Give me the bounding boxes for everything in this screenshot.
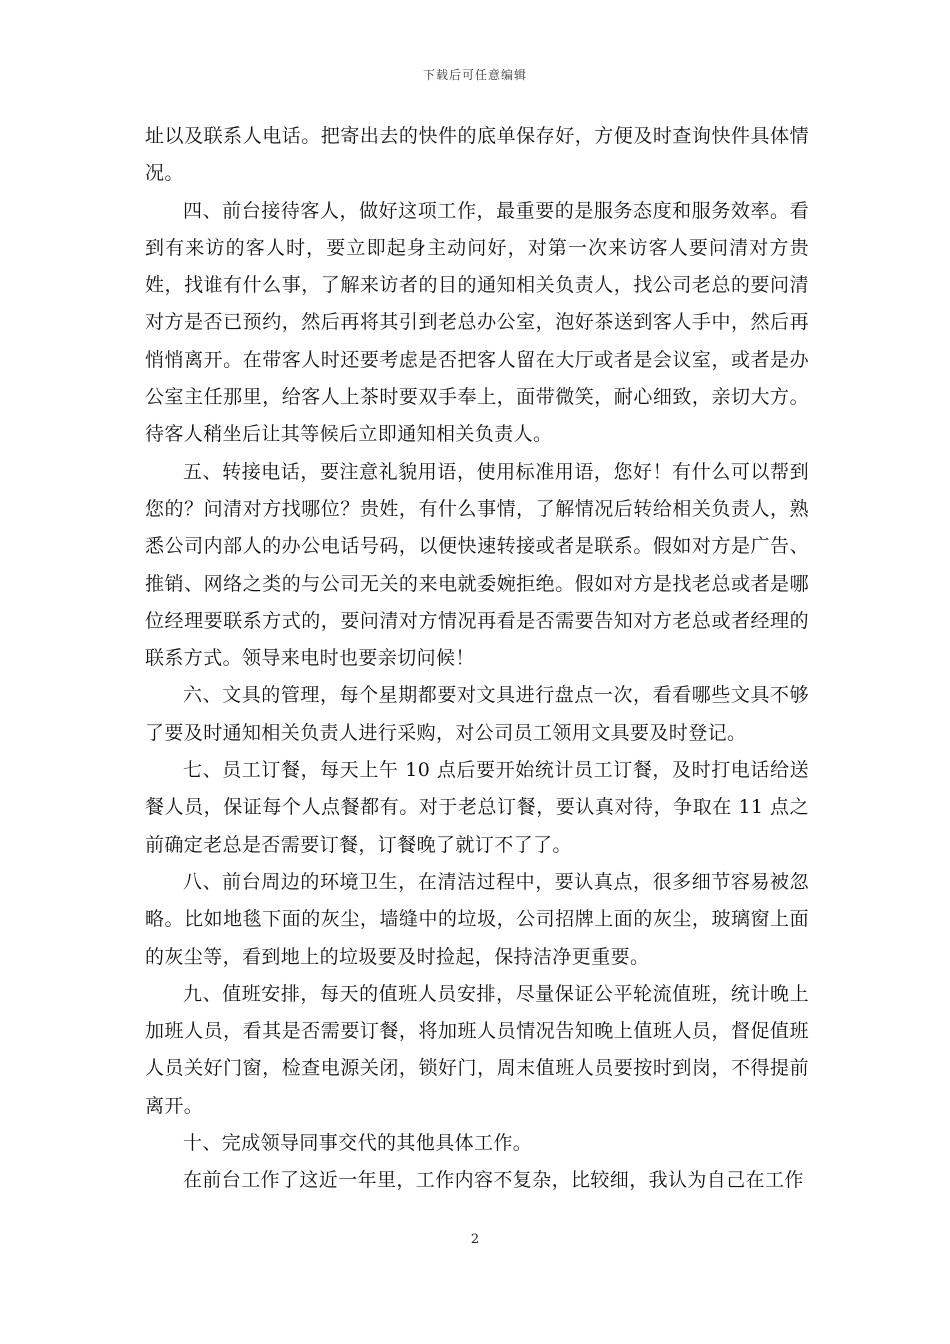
paragraph-item-9: 九、值班安排，每天的值班人员安排，尽量保证公平轮流值班，统计晚上加班人员，看其是否需要订餐，将加班人员情况告知晚上值班人员，督促值班人员关好门窗，检查电源关闭，锁好门，周末值班人员要按时到岗，不得提前离开。	[145, 982, 809, 1117]
paragraph-item-6: 六、文具的管理，每个星期都要对文具进行盘点一次，看看哪些文具不够了要及时通知相关负责人进行采购，对公司员工领用文具要及时登记。	[145, 684, 809, 744]
document-body	[145, 118, 809, 1200]
paragraph-summary: 在前台工作了这近一年里，工作内容不复杂，比较细，我认为自己在工作	[183, 1169, 804, 1192]
paragraph-item-4: 四、前台接待客人，做好这项工作，最重要的是服务态度和服务效率。看到有来访的客人时，要立即起身主动问好，对第一次来访客人要问清对方贵姓，找谁有什么事，了解来访者的目的通知相关负责人，找公司老总的要问清对方是否已预约，然后再将其引到老总办公室，泡好茶送到客人手中，然后再悄悄离开。在带客人时还要考虑是否把客人留在大厅或者是会议室，或者是办公室主任那里，给客人上茶时要双手奉上，面带微笑，耐心细致，亲切大方。待客人稍坐后让其等候后立即通知相关负责人。	[145, 199, 809, 446]
paragraph-continuation: 址以及联系人电话。把寄出去的快件的底单保存好，方便及时查询快件具体情况。	[145, 125, 809, 185]
paragraph-item-5: 五、转接电话，要注意礼貌用语，使用标准用语，您好！有什么可以帮到您的？问清对方找哪位？贵姓，有什么事情，了解情况后转给相关负责人，熟悉公司内部人的办公电话号码，以便快速转接或者是联系。假如对方是广告、推销、网络之类的与公司无关的来电就委婉拒绝。假如对方是找老总或者是哪位经理要联系方式的，要问清对方情况再看是否需要告知对方老总或者经理的联系方式。领导来电时也要亲切问候！	[145, 460, 809, 670]
page-header: 下载后可任意编辑	[422, 68, 527, 82]
paragraph-item-8: 八、前台周边的环境卫生，在清洁过程中，要认真点，很多细节容易被忽略。比如地毯下面的灰尘，墙缝中的垃圾，公司招牌上面的灰尘，玻璃窗上面的灰尘等，看到地上的垃圾要及时捡起，保持洁净更重要。	[145, 870, 809, 968]
paragraph-item-7: 七、员工订餐，每天上午 10 点后要开始统计员工订餐，及时打电话给送餐人员，保证每个人点餐都有。对于老总订餐，要认真对待，争取在 11 点之前确定老总是否需要订餐，订餐晚了就订不了了。	[145, 759, 809, 856]
page-number: 2	[470, 1232, 480, 1247]
paragraph-item-10: 十、完成领导同事交代的其他具体工作。	[183, 1132, 533, 1155]
